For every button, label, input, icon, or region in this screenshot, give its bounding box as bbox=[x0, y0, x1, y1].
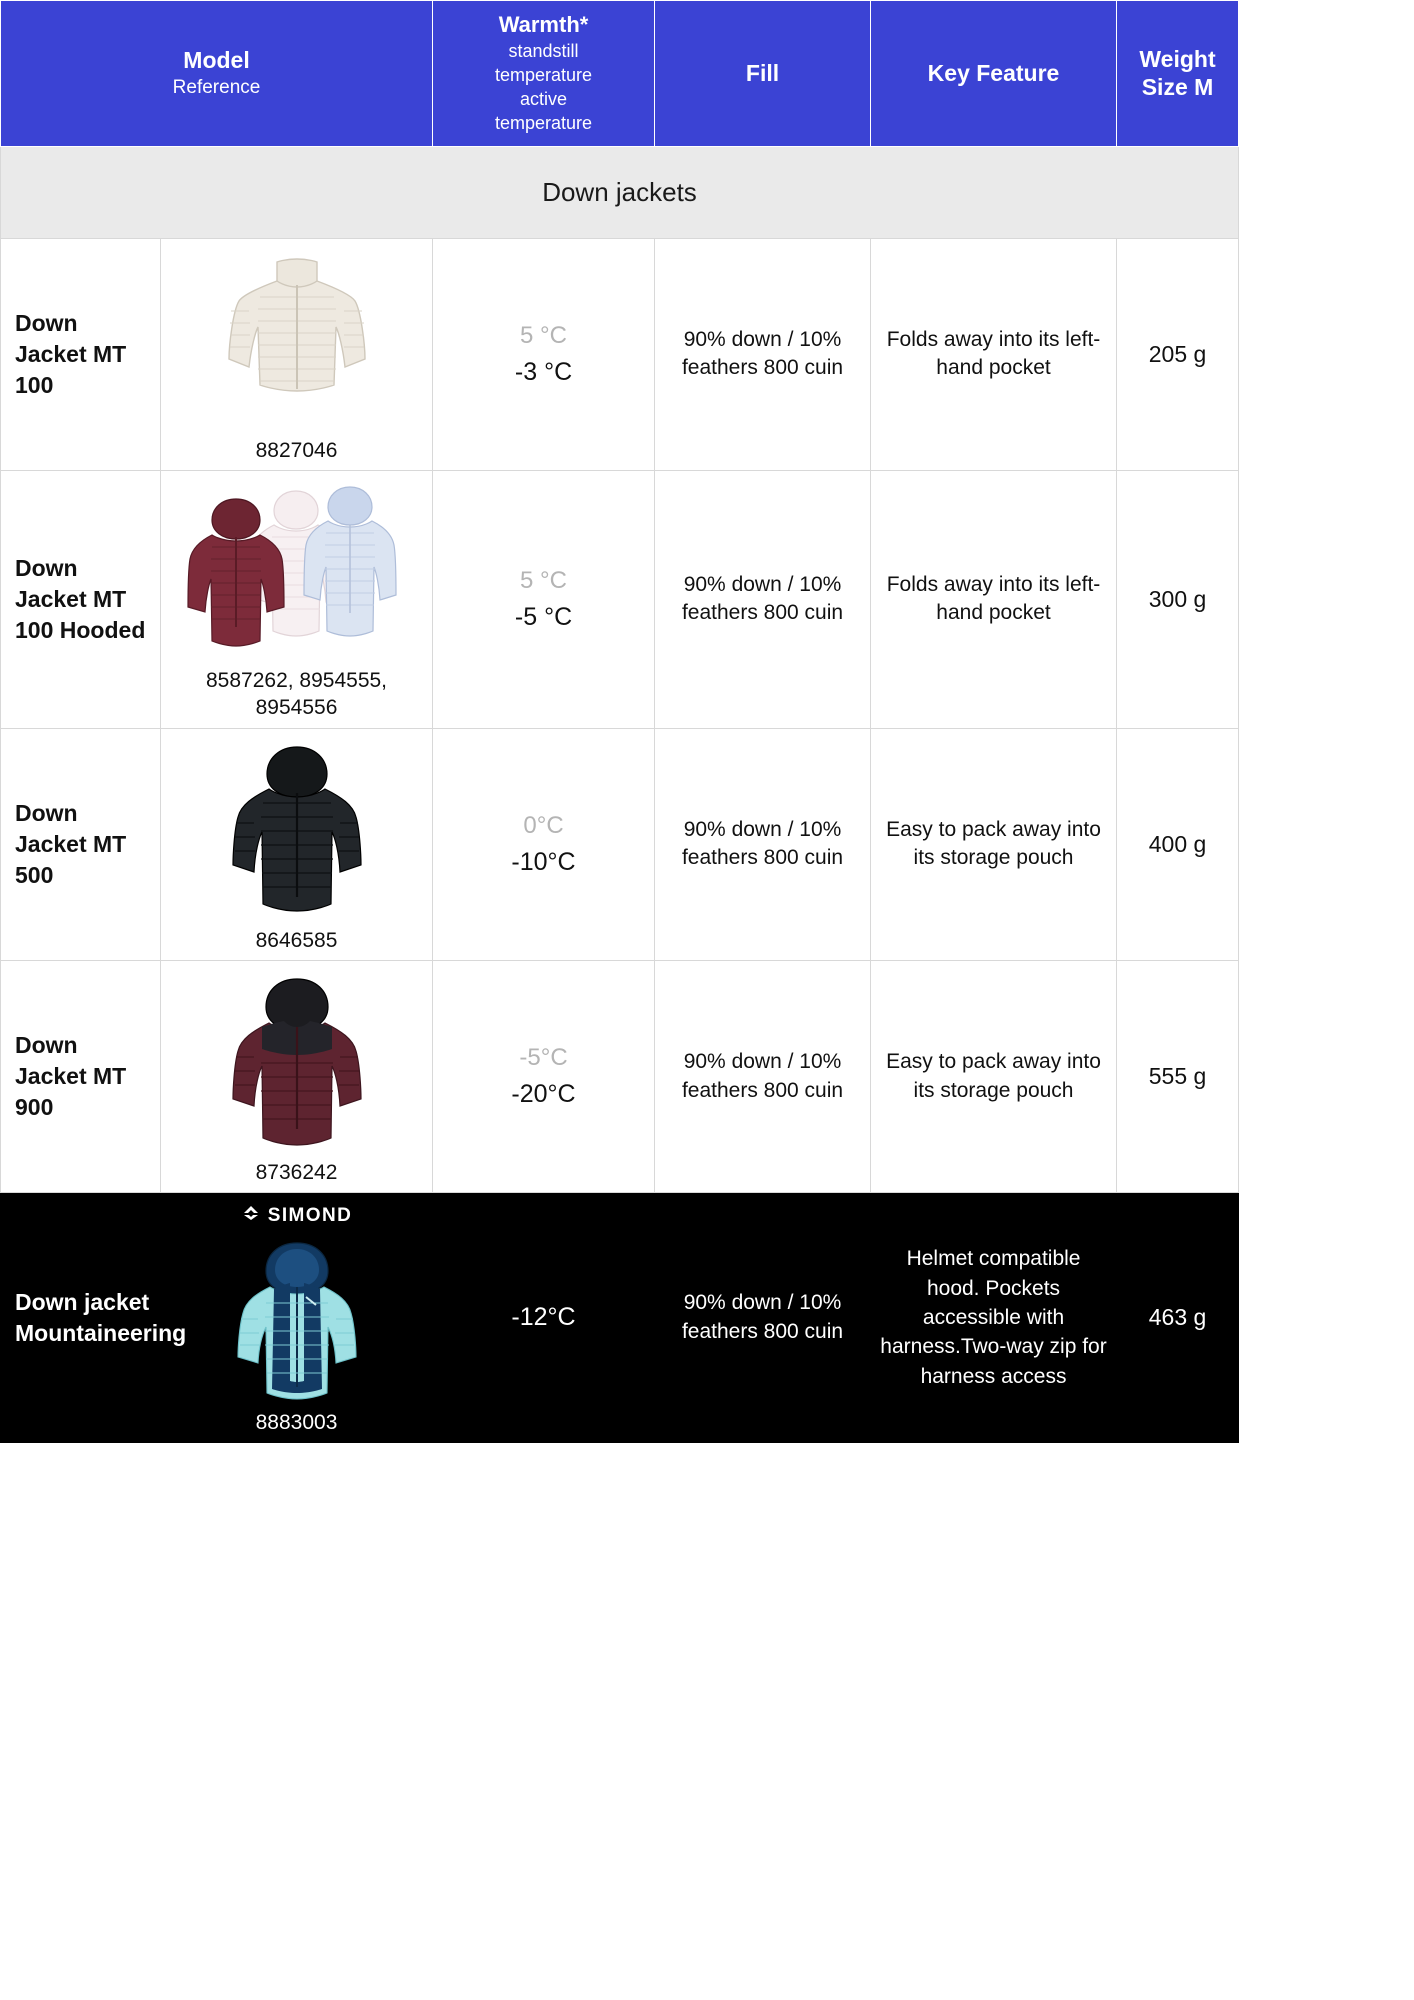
key-feature-cell: Folds away into its left-hand pocket bbox=[871, 471, 1117, 729]
active-temperature: -12°C bbox=[511, 1302, 576, 1331]
column-header-model bbox=[1, 1, 433, 147]
column-header-warmth-title: Warmth* bbox=[498, 12, 589, 37]
section-title: Down jackets bbox=[1, 146, 1239, 238]
standstill-temperature: 5 °C bbox=[520, 321, 567, 349]
active-temperature: -20°C bbox=[511, 1079, 576, 1108]
column-header-weight-subtitle: Size M bbox=[1141, 74, 1214, 101]
product-reference: 8646585 bbox=[255, 928, 338, 952]
column-header-key-feature: Key Feature bbox=[871, 1, 1117, 147]
weight-cell: 300 g bbox=[1117, 471, 1239, 729]
table-row bbox=[1, 471, 1239, 729]
key-feature-cell: Helmet compatible hood. Pockets accessible with harness.Two-way zip for harness access bbox=[871, 1193, 1117, 1443]
down-jacket-blue-mountaineering-image bbox=[218, 1237, 376, 1403]
model-name: Down Jacket MT 900 bbox=[1, 960, 161, 1192]
fill-cell: 90% down / 10% feathers 800 cuin bbox=[655, 728, 871, 960]
down-jacket-black-hooded-image bbox=[213, 739, 381, 921]
warmth-cell bbox=[433, 1193, 655, 1443]
warmth-cell bbox=[433, 471, 655, 729]
table-row bbox=[1, 728, 1239, 960]
product-reference: 8587262, 8954555, 8954556 bbox=[206, 669, 388, 720]
product-photo-cell bbox=[161, 1193, 433, 1443]
down-jacket-hooded-trio-image bbox=[172, 481, 422, 661]
model-name: Down jacket Mountaineering bbox=[1, 1193, 161, 1443]
simond-brand-logo bbox=[241, 1203, 352, 1229]
warmth-cell bbox=[433, 238, 655, 470]
column-header-fill: Fill bbox=[655, 1, 871, 147]
active-temperature: -10°C bbox=[511, 847, 576, 876]
standstill-temperature: -5°C bbox=[519, 1043, 568, 1071]
product-photo-cell bbox=[161, 471, 433, 729]
table-row bbox=[1, 1193, 1239, 1443]
simond-brand-text: SIMOND bbox=[267, 1205, 353, 1227]
key-feature-cell: Easy to pack away into its storage pouch bbox=[871, 960, 1117, 1192]
standstill-temperature: 0°C bbox=[523, 811, 564, 839]
product-photo-cell bbox=[161, 728, 433, 960]
table-header bbox=[1, 1, 1239, 147]
model-name: Down Jacket MT 100 bbox=[1, 238, 161, 470]
table-body bbox=[1, 146, 1239, 1443]
weight-cell: 400 g bbox=[1117, 728, 1239, 960]
column-header-warmth bbox=[433, 1, 655, 147]
down-jacket-cream-image bbox=[213, 249, 381, 431]
warmth-cell bbox=[433, 960, 655, 1192]
column-header-model-subtitle: Reference bbox=[172, 76, 261, 98]
fill-cell: 90% down / 10% feathers 800 cuin bbox=[655, 471, 871, 729]
model-name: Down Jacket MT 100 Hooded bbox=[1, 471, 161, 729]
active-temperature: -5 °C bbox=[514, 602, 573, 631]
product-photo-cell bbox=[161, 960, 433, 1192]
key-feature-cell: Folds away into its left-hand pocket bbox=[871, 238, 1117, 470]
key-feature-cell: Easy to pack away into its storage pouch bbox=[871, 728, 1117, 960]
fill-cell: 90% down / 10% feathers 800 cuin bbox=[655, 1193, 871, 1443]
column-header-warmth-sub-1: standstill bbox=[508, 40, 579, 61]
column-header-weight-title: Weight bbox=[1139, 45, 1216, 72]
fill-cell: 90% down / 10% feathers 800 cuin bbox=[655, 238, 871, 470]
column-header-warmth-sub-2: temperature bbox=[494, 64, 593, 85]
section-row-down-jackets bbox=[1, 146, 1239, 238]
weight-cell: 205 g bbox=[1117, 238, 1239, 470]
product-reference: 8736242 bbox=[255, 1160, 338, 1184]
table-row bbox=[1, 238, 1239, 470]
header-row bbox=[1, 1, 1239, 147]
column-header-warmth-sub-4: temperature bbox=[494, 113, 593, 134]
active-temperature: -3 °C bbox=[514, 357, 573, 386]
weight-cell: 555 g bbox=[1117, 960, 1239, 1192]
table-row bbox=[1, 960, 1239, 1192]
product-reference: 8883003 bbox=[255, 1410, 338, 1434]
warmth-cell bbox=[433, 728, 655, 960]
weight-cell: 463 g bbox=[1117, 1193, 1239, 1443]
column-header-weight bbox=[1117, 1, 1239, 147]
model-name: Down Jacket MT 500 bbox=[1, 728, 161, 960]
product-photo-cell bbox=[161, 238, 433, 470]
simond-mark-icon bbox=[241, 1203, 261, 1229]
down-jacket-burgundy-hooded-image bbox=[213, 971, 381, 1153]
column-header-model-title: Model bbox=[183, 47, 250, 74]
fill-cell: 90% down / 10% feathers 800 cuin bbox=[655, 960, 871, 1192]
product-reference: 8827046 bbox=[255, 438, 338, 462]
column-header-warmth-sub-3: active bbox=[520, 89, 568, 110]
standstill-temperature: 5 °C bbox=[520, 566, 567, 594]
